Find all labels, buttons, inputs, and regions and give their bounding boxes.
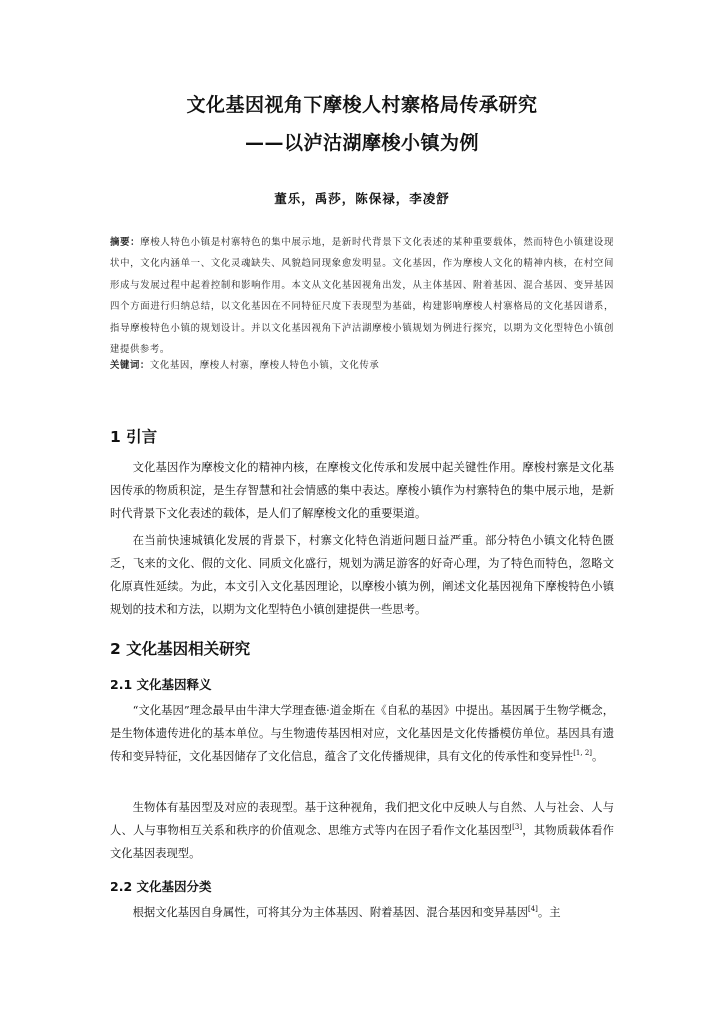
definition-paragraph-2-text: 生物体有基因型及对应的表现型。基于这种视角，我们把文化中反映人与自然、人与社会、人与人、人与事物相互关系和秩序的价值观念、思维方式等内在因子看作文化基因型 bbox=[110, 801, 614, 837]
classification-paragraph-1-text: 根据文化基因自身属性，可将其分为主体基因、附着基因、混合基因和变异基因 bbox=[132, 906, 528, 919]
section-heading-intro: 1 引言 bbox=[110, 428, 158, 446]
author-list: 董乐，禹莎，陈保禄，李凌舒 bbox=[274, 191, 450, 206]
citation-1-2[interactable]: [1, 2] bbox=[573, 749, 593, 758]
definition-paragraph-2-end: ，其物质载体看作文化基因表现型。 bbox=[110, 824, 614, 860]
section-heading-related: 2 文化基因相关研究 bbox=[110, 640, 251, 658]
definition-paragraph-1 bbox=[110, 699, 614, 768]
abstract bbox=[110, 232, 614, 360]
keywords-label: 关键词： bbox=[110, 360, 150, 371]
paper-subtitle: ——以泸沽湖摩梭小镇为例 bbox=[244, 132, 479, 154]
classification-paragraph-1 bbox=[110, 901, 614, 924]
intro-paragraph-2: 在当前快速城镇化发展的背景下，村寨文化特色消逝问题日益严重。部分特色小镇文化特色匮乏，飞来的文化、假的文化、同质文化盛行，规划为满足游客的好奇心理，为了特色而特色，忽略文化原真性延续。为此，本文引入文化基因理论，以摩梭小镇为例，阐述文化基因视角下摩梭特色小镇规划的技术和方法，以期为文化型特色小镇创建提供一些思考。 bbox=[110, 534, 614, 616]
abstract-label: 摘要： bbox=[110, 237, 141, 248]
classification-paragraph-1-end: 。主 bbox=[537, 906, 561, 919]
citation-4[interactable]: [4] bbox=[528, 905, 538, 914]
keywords-text: 文化基因，摩梭人村寨，摩梭人特色小镇，文化传承 bbox=[149, 360, 380, 371]
definition-paragraph-1-text: “文化基因”理念最早由牛津大学理查德·道金斯在《自私的基因》中提出。基因属于生物学概念，是生物体遗传进化的基本单位。与生物遗传基因相对应，文化基因是文化传播模仿单位。基因具有遗传和变异特征，文化基因储存了文化信息，蕴含了文化传播规律，具有文化的传承性和变异性 bbox=[110, 704, 614, 763]
subsection-heading-classification: 2.2 文化基因分类 bbox=[110, 879, 212, 894]
intro-paragraph-1: 文化基因作为摩梭文化的精神内核，在摩梭文化传承和发展中起关键性作用。摩梭村寨是文化基因传承的物质积淀，是生存智慧和社会情感的集中表达。摩梭小镇作为村寨特色的集中展示地，是新时代背景下文化表述的载体，是人们了解摩梭文化的重要渠道。 bbox=[110, 461, 614, 520]
subsection-heading-definition: 2.1 文化基因释义 bbox=[110, 677, 212, 692]
definition-paragraph-2 bbox=[110, 796, 614, 865]
paper-title: 文化基因视角下摩梭人村寨格局传承研究 bbox=[186, 94, 538, 116]
citation-3[interactable]: [3] bbox=[512, 823, 523, 832]
abstract-text: 摩梭人特色小镇是村寨特色的集中展示地，是新时代背景下文化表述的某种重要载体，然而特色小镇建设现状中，文化内涵单一、文化灵魂缺失、风貌趋同现象愈发明显。文化基因，作为摩梭人文化的精神内核，在村空间形成与发展过程中起着控制和影响作用。本文从文化基因视角出发，从主体基因、附着基因、混合基因、变异基因四个方面进行归纳总结，以文化基因在不同特征尺度下表现型为基础，构建影响摩梭人村寨格局的文化基因谱系，指导摩梭特色小镇的规划设计。并以文化基因视角下泸沽湖摩梭小镇规划为例进行探究，以期为文化型特色小镇创建提供参考。 bbox=[110, 237, 614, 356]
keywords bbox=[110, 358, 614, 374]
definition-paragraph-1-end: 。 bbox=[592, 750, 604, 763]
